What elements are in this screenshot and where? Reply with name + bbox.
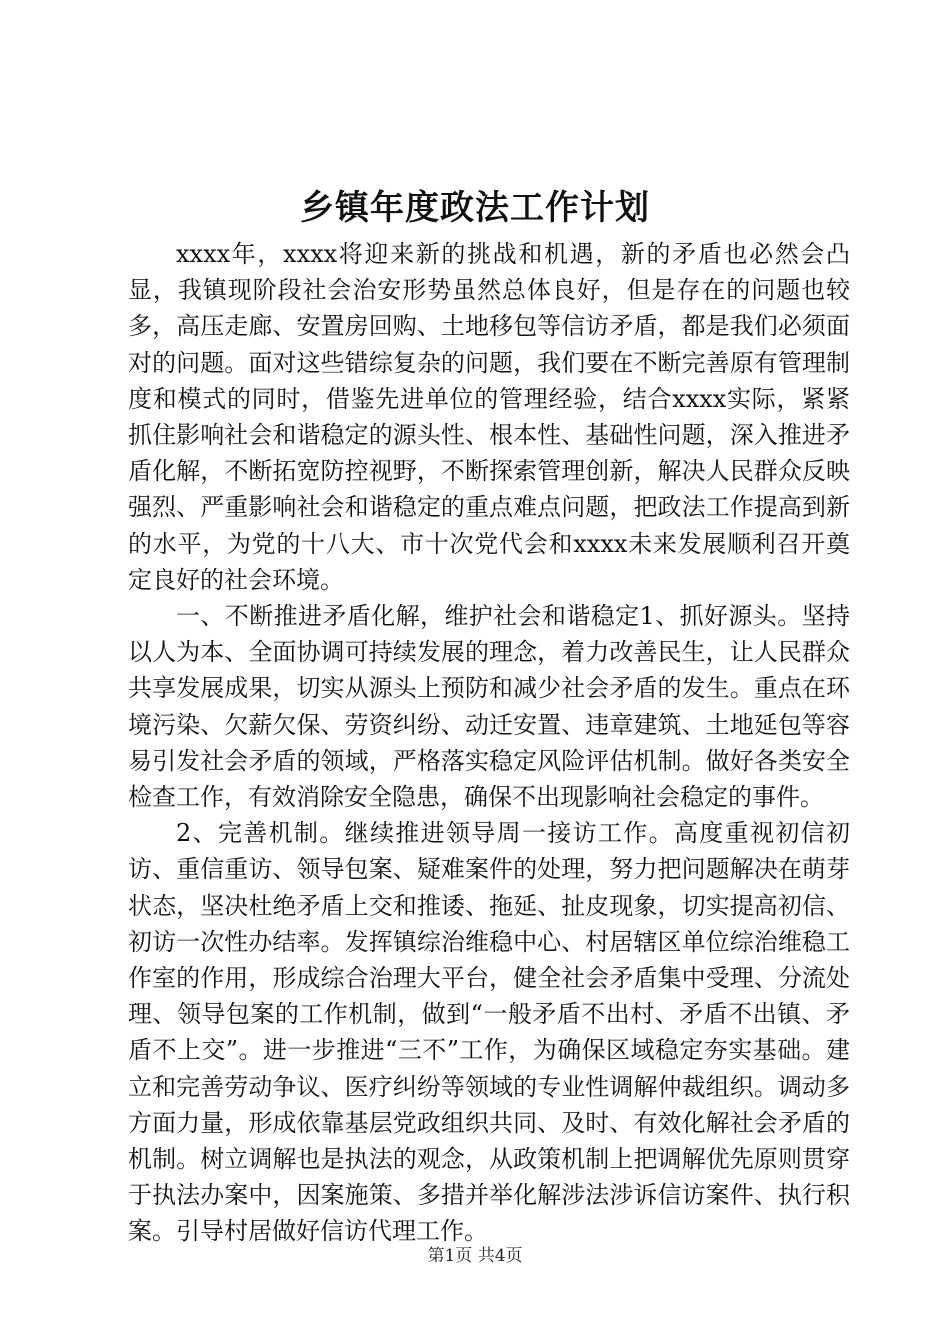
paragraph-section-1: 一、不断推进矛盾化解，维护社会和谐稳定1、抓好源头。坚持以人为本、全面协调可持续发展的理念，着力改善民生，让人民群众共享发展成果，切实从源头上预防和减少社会矛盾的发生。重点在环境污染、欠薪欠保、劳资纠纷、动迁安置、违章建筑、土地延包等容易引发社会矛盾的领域，严格落实稳定风险评估机制。做好各类安全检查工作，有效消除安全隐患，确保不出现影响社会稳定的事件。 (128, 602, 850, 812)
paragraph-intro: xxxx年，xxxx将迎来新的挑战和机遇，新的矛盾也必然会凸显，我镇现阶段社会治安形势虽然总体良好，但是存在的问题也较多，高压走廊、安置房回购、土地移包等信访矛盾，都是我们必须面对的问题。面对这些错综复杂的问题，我们要在不断完善原有管理制度和模式的同时，借鉴先进单位的管理经验，结合xxxx实际，紧紧抓住影响社会和谐稳定的源头性、根本性、基础性问题，深入推进矛盾化解，不断拓宽防控视野，不断探索管理创新，解决人民群众反映强烈、严重影响社会和谐稳定的重点难点问题，把政法工作提高到新的水平，为党的十八大、市十次党代会和xxxx未来发展顺利召开奠定良好的社会环境。 (128, 240, 850, 594)
document-title: 乡镇年度政法工作计划 (300, 188, 650, 228)
paragraph-section-2: 2、完善机制。继续推进领导周一接访工作。高度重视初信初访、重信重访、领导包案、疑难案件的处理，努力把问题解决在萌芽状态，坚决杜绝矛盾上交和推诿、拖延、扯皮现象，切实提高初信、初访一次性办结率。发挥镇综治维稳中心、村居辖区单位综治维稳工作室的作用，形成综合治理大平台，健全社会矛盾集中受理、分流处理、领导包案的工作机制，做到“一般矛盾不出村、矛盾不出镇、矛盾不上交”。进一步推进“三不”工作，为确保区域稳定夯实基础。建立和完善劳动争议、医疗纠纷等领域的专业性调解仲裁组织。调动多方面力量，形成依靠基层党政组织共同、及时、有效化解社会矛盾的机制。树立调解也是执法的观念，从政策机制上把调解优先原则贯穿于执法办案中，因案施策、多措并举化解涉法涉诉信访案件、执行积案。引导村居做好信访代理工作。 (128, 819, 850, 1246)
page-number-footer: 第1页 共4页 (427, 1246, 523, 1266)
document-body (128, 236, 850, 1250)
